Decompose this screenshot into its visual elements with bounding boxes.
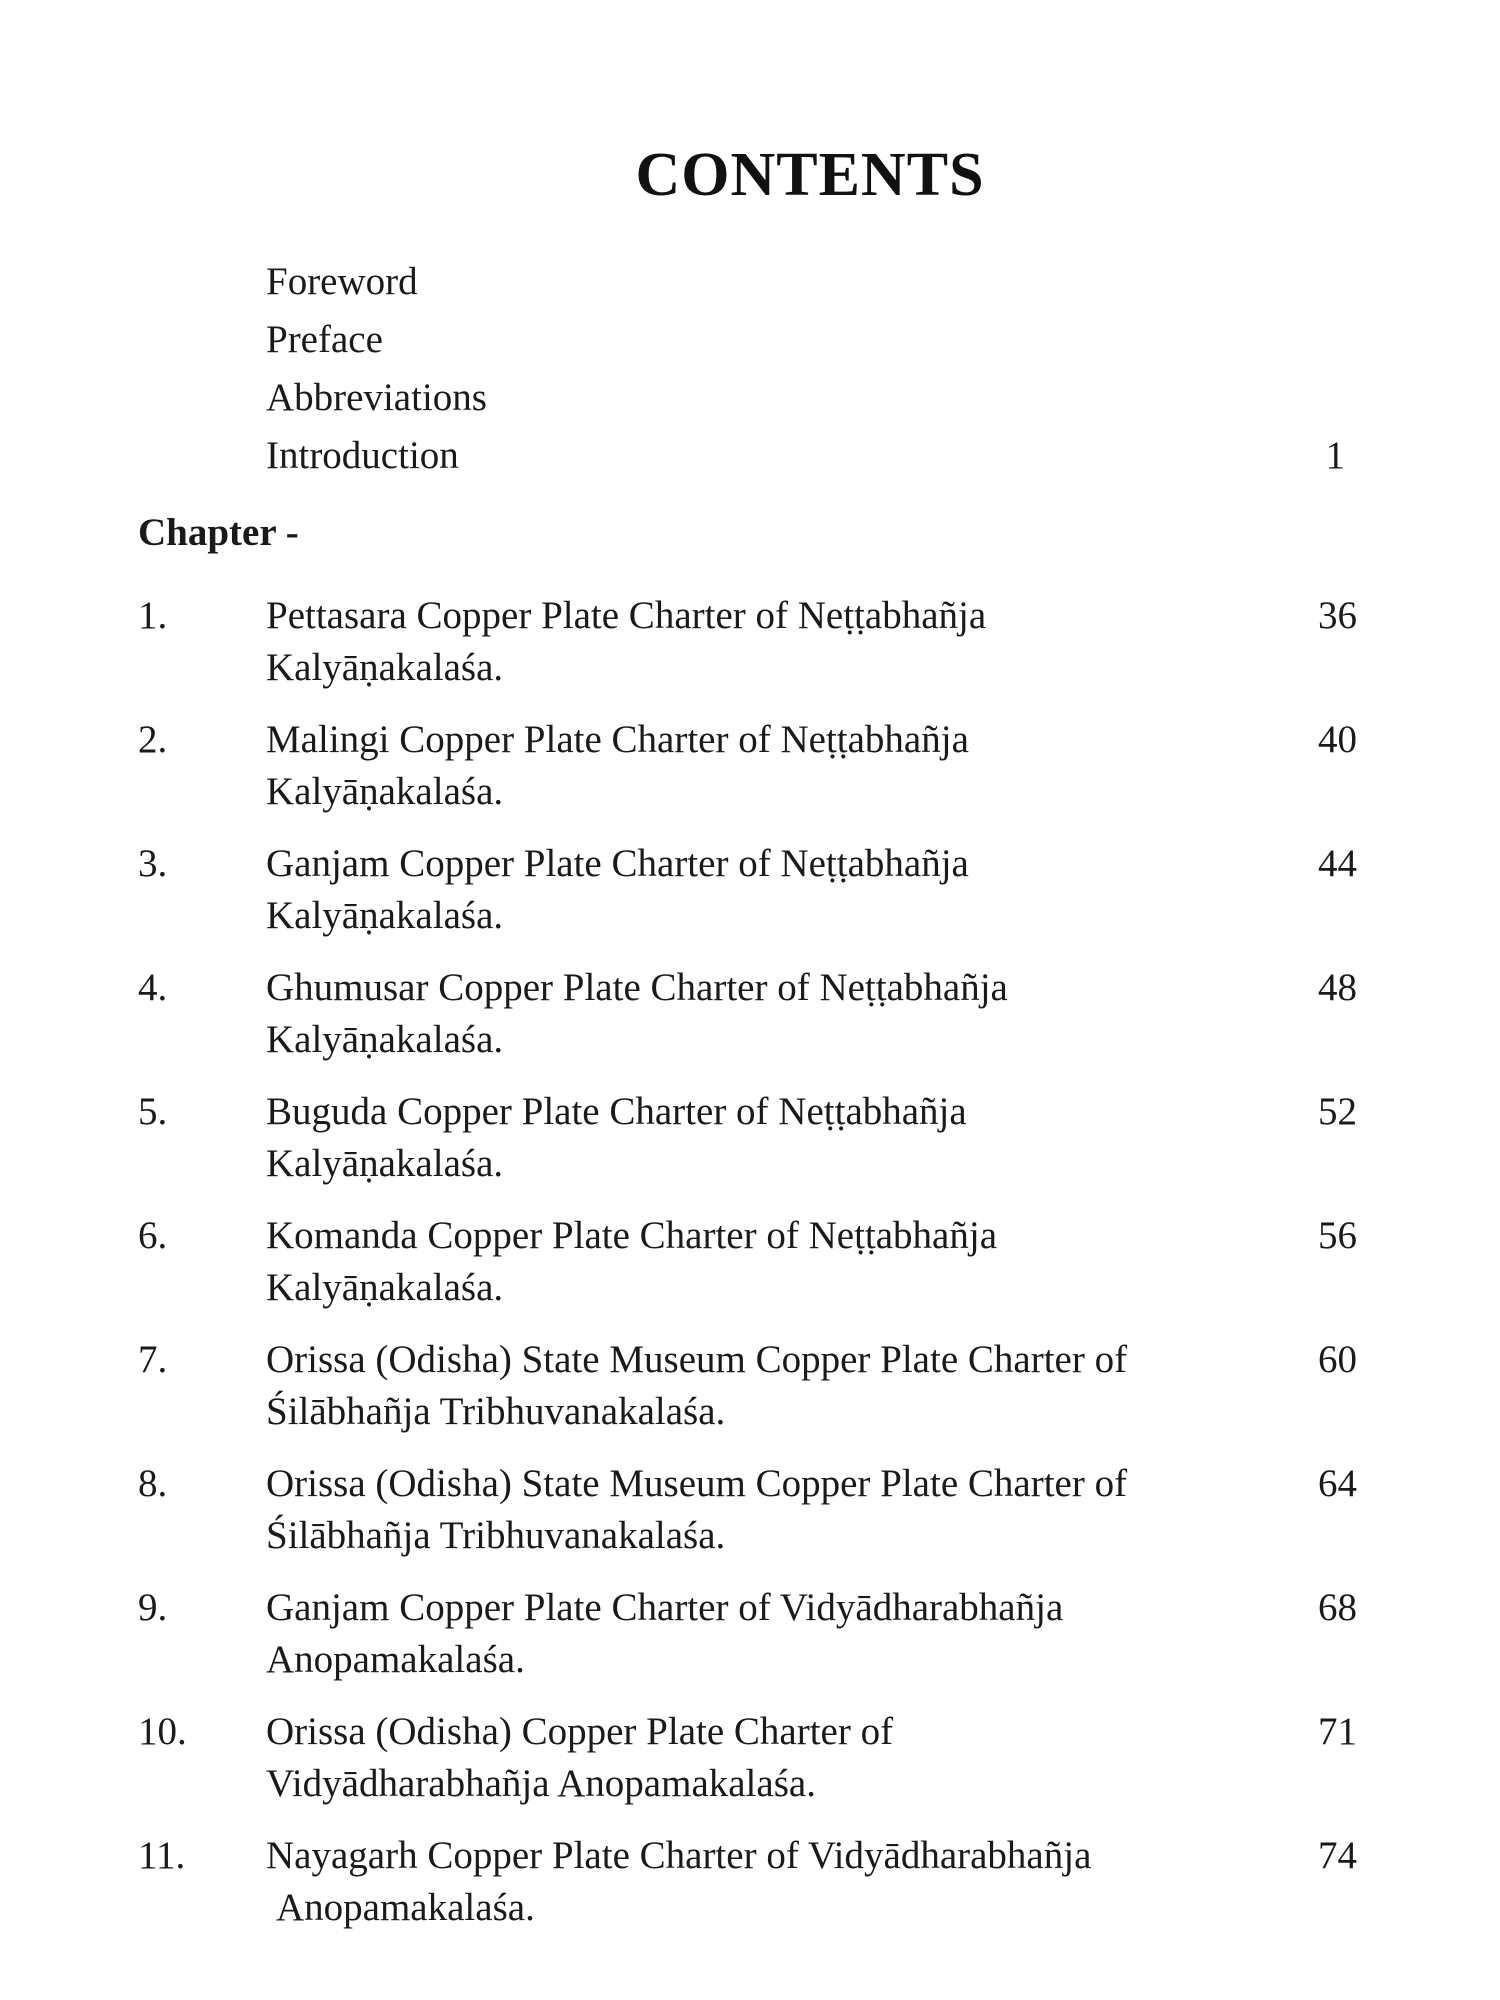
toc-entry [0,1458,1500,1568]
toc-entry [0,1582,1500,1692]
entry-title [266,1830,1256,1934]
entry-title-line2: Anopamakalaśa. [276,1886,535,1929]
front-matter-abbreviations: Abbreviations [266,376,487,419]
entry-page: 44 [1318,842,1357,885]
entry-title-line1: Ghumusar Copper Plate Charter of Neṭṭabhañja [266,966,1008,1009]
entry-title-line1: Nayagarh Copper Plate Charter of Vidyādharabhañja [266,1834,1092,1877]
entry-title [266,1706,1256,1810]
entry-number: 2. [138,718,168,761]
entry-title [266,838,1256,942]
entry-number: 6. [138,1214,168,1257]
entry-number: 4. [138,966,168,1009]
toc-entry [0,1334,1500,1444]
front-matter-preface: Preface [266,318,383,361]
entry-page: 40 [1318,718,1357,761]
entry-page: 52 [1318,1090,1357,1133]
entry-title-line1: Ganjam Copper Plate Charter of Neṭṭabhañja [266,842,969,885]
entry-title-line1: Orissa (Odisha) State Museum Copper Plate Charter of [266,1462,1128,1505]
entry-title-line1: Orissa (Odisha) Copper Plate Charter of [266,1710,894,1753]
toc-entry [0,1830,1500,1940]
entry-number: 9. [138,1586,168,1629]
front-matter-foreword: Foreword [266,260,418,303]
entry-title-line2: Anopamakalaśa. [266,1638,525,1681]
entry-title [266,1210,1256,1314]
entry-title-line2: Kalyāṇakalaśa. [266,1142,504,1185]
entry-page: 60 [1318,1338,1357,1381]
page-title: CONTENTS [635,141,985,209]
toc-entry [0,1210,1500,1320]
entry-number: 7. [138,1338,168,1381]
toc-entry [0,1086,1500,1196]
entry-title-line2: Śilābhañja Tribhuvanakalaśa. [266,1390,726,1433]
toc-entry [0,1706,1500,1816]
front-matter-introduction: Introduction [266,434,459,477]
entry-number: 3. [138,842,168,885]
toc-entry [0,714,1500,824]
entry-number: 10. [138,1710,187,1753]
entry-title-line2: Śilābhañja Tribhuvanakalaśa. [266,1514,726,1557]
chapter-heading: Chapter - [138,511,299,554]
entry-number: 5. [138,1090,168,1133]
entry-page: 74 [1318,1834,1357,1877]
entry-page: 48 [1318,966,1357,1009]
entry-title [266,1582,1256,1686]
entry-title-line2: Kalyāṇakalaśa. [266,894,504,937]
entry-title-line1: Ganjam Copper Plate Charter of Vidyādharabhañja [266,1586,1064,1629]
entry-page: 71 [1318,1710,1357,1753]
entry-title-line2: Kalyāṇakalaśa. [266,1266,504,1309]
entry-title [266,1086,1256,1190]
entry-title [266,714,1256,818]
entry-title [266,590,1256,694]
entry-page: 68 [1318,1586,1357,1629]
entry-number: 1. [138,594,168,637]
entry-page: 56 [1318,1214,1357,1257]
entry-title-line2: Kalyāṇakalaśa. [266,646,504,689]
front-matter-introduction-page: 1 [1325,434,1345,477]
entry-title-line2: Kalyāṇakalaśa. [266,1018,504,1061]
entry-title-line2: Kalyāṇakalaśa. [266,770,504,813]
entry-title-line1: Orissa (Odisha) State Museum Copper Plate Charter of [266,1338,1128,1381]
toc-entry [0,962,1500,1072]
entry-page: 36 [1318,594,1357,637]
entry-title-line1: Pettasara Copper Plate Charter of Neṭṭabhañja [266,594,987,637]
entry-title [266,962,1256,1066]
toc-entry [0,838,1500,948]
entry-title-line1: Komanda Copper Plate Charter of Neṭṭabhañja [266,1214,998,1257]
entry-page: 64 [1318,1462,1357,1505]
entry-number: 8. [138,1462,168,1505]
entry-title-line1: Buguda Copper Plate Charter of Neṭṭabhañja [266,1090,967,1133]
toc-entry [0,590,1500,700]
entry-title-line2: Vidyādharabhañja Anopamakalaśa. [266,1762,816,1805]
entry-number: 11. [138,1834,186,1877]
entry-title-line1: Malingi Copper Plate Charter of Neṭṭabhañja [266,718,969,761]
entry-title [266,1458,1256,1562]
entry-title [266,1334,1256,1438]
